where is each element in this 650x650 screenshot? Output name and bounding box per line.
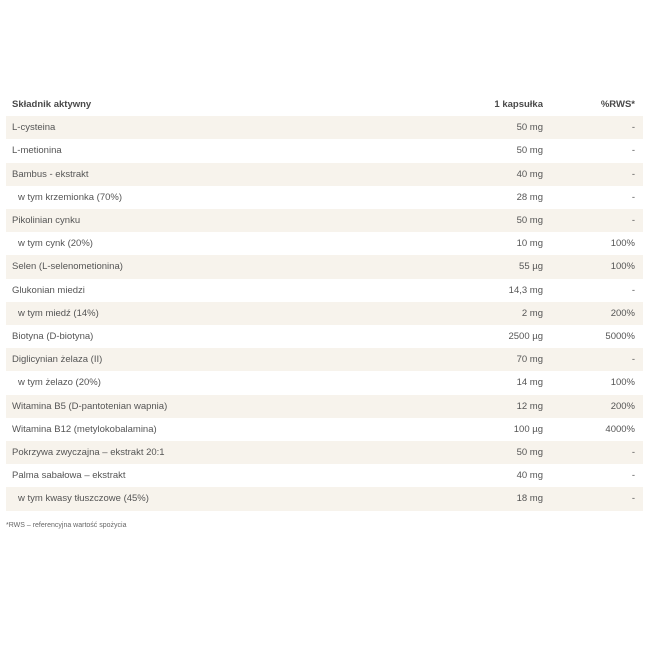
table-row [6, 209, 643, 232]
ingredient-name: Bambus - ekstrakt [6, 163, 419, 186]
table-row [6, 487, 643, 510]
ingredient-name: w tym cynk (20%) [6, 232, 419, 255]
ingredient-rws: 200% [543, 395, 643, 418]
table-row [6, 116, 643, 139]
ingredient-rws: 100% [543, 232, 643, 255]
table-row [6, 255, 643, 278]
ingredient-rws: - [543, 487, 643, 510]
table-row [6, 441, 643, 464]
ingredients-table [6, 93, 643, 511]
ingredient-dose: 55 µg [419, 255, 543, 278]
ingredient-name: w tym krzemionka (70%) [6, 186, 419, 209]
ingredient-name: Diglicynian żelaza (II) [6, 348, 419, 371]
ingredient-dose: 50 mg [419, 139, 543, 162]
ingredient-dose: 50 mg [419, 116, 543, 139]
rws-footnote: *RWS – referencyjna wartość spożycia [6, 522, 127, 529]
ingredient-name: Pikolinian cynku [6, 209, 419, 232]
table-row [6, 139, 643, 162]
ingredient-dose: 28 mg [419, 186, 543, 209]
ingredient-dose: 14,3 mg [419, 279, 543, 302]
ingredient-name: Witamina B5 (D-pantotenian wapnia) [6, 395, 419, 418]
table-row [6, 348, 643, 371]
ingredient-name: L-metionina [6, 139, 419, 162]
ingredient-rws: 200% [543, 302, 643, 325]
ingredient-rws: - [543, 163, 643, 186]
ingredient-rws: - [543, 348, 643, 371]
ingredient-rws: 100% [543, 255, 643, 278]
ingredient-name: w tym miedź (14%) [6, 302, 419, 325]
header-rws: %RWS* [600, 99, 635, 110]
table-row [6, 464, 643, 487]
ingredient-dose: 2500 µg [419, 325, 543, 348]
ingredient-dose: 12 mg [419, 395, 543, 418]
ingredient-rws: - [543, 441, 643, 464]
ingredient-name: L-cysteina [6, 116, 419, 139]
table-row [6, 232, 643, 255]
table-row [6, 371, 643, 394]
ingredient-name: w tym żelazo (20%) [6, 371, 419, 394]
ingredient-rws: - [543, 209, 643, 232]
ingredient-rws: - [543, 279, 643, 302]
ingredient-dose: 10 mg [419, 232, 543, 255]
ingredient-rws: 5000% [543, 325, 643, 348]
ingredient-name: Palma sabałowa – ekstrakt [6, 464, 419, 487]
ingredient-name: w tym kwasy tłuszczowe (45%) [6, 487, 419, 510]
table-row [6, 302, 643, 325]
table-row [6, 186, 643, 209]
ingredient-dose: 100 µg [419, 418, 543, 441]
ingredient-name: Selen (L-selenometionina) [6, 255, 419, 278]
table-row [6, 163, 643, 186]
table-row [6, 418, 643, 441]
header-dose: 1 kapsułka [494, 99, 543, 110]
ingredient-dose: 2 mg [419, 302, 543, 325]
table-row [6, 325, 643, 348]
ingredient-name: Pokrzywa zwyczajna – ekstrakt 20:1 [6, 441, 419, 464]
ingredient-name: Witamina B12 (metylokobalamina) [6, 418, 419, 441]
ingredient-rws: - [543, 186, 643, 209]
ingredient-dose: 40 mg [419, 163, 543, 186]
ingredient-name: Biotyna (D-biotyna) [6, 325, 419, 348]
ingredient-dose: 40 mg [419, 464, 543, 487]
ingredient-rws: - [543, 116, 643, 139]
table-row [6, 279, 643, 302]
ingredient-dose: 50 mg [419, 209, 543, 232]
ingredient-rws: 100% [543, 371, 643, 394]
ingredient-name: Glukonian miedzi [6, 279, 419, 302]
table-header-row [6, 93, 643, 116]
ingredient-rws: - [543, 139, 643, 162]
ingredient-dose: 18 mg [419, 487, 543, 510]
ingredient-rws: 4000% [543, 418, 643, 441]
table-row [6, 395, 643, 418]
header-ingredient: Składnik aktywny [12, 99, 92, 110]
ingredient-rws: - [543, 464, 643, 487]
ingredients-table-container [6, 93, 643, 511]
ingredient-dose: 70 mg [419, 348, 543, 371]
ingredient-dose: 14 mg [419, 371, 543, 394]
ingredient-dose: 50 mg [419, 441, 543, 464]
